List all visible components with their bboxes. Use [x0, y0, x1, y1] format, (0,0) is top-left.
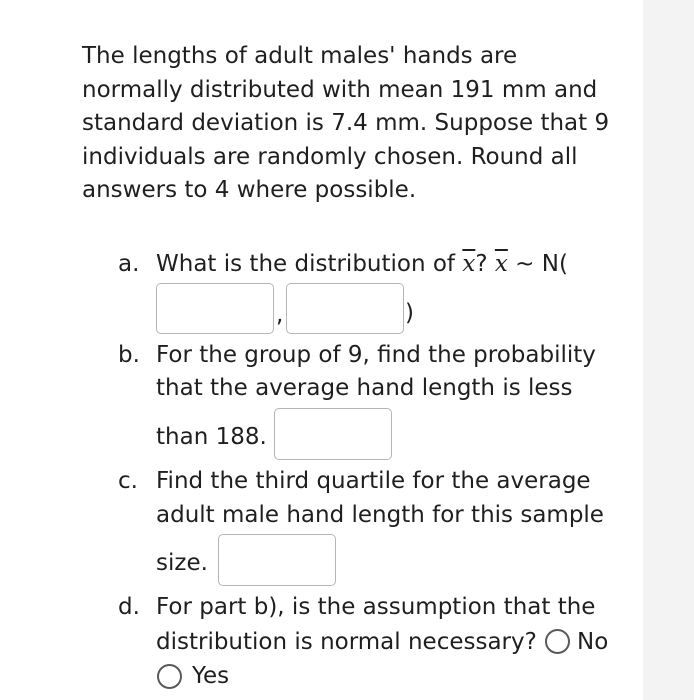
option-no-label[interactable]: No: [577, 629, 609, 655]
xbar-symbol: $\overline{x}$: [462, 251, 476, 277]
part-c-line: size.: [156, 550, 208, 576]
part-d-line: distribution is normal necessary?: [156, 629, 537, 655]
option-yes-label[interactable]: Yes: [192, 663, 230, 689]
intro-line: standard deviation is 7.4 mm. Suppose that 9: [82, 110, 610, 136]
part-c-line: Find the third quartile for the average: [156, 468, 591, 494]
right-panel-edge: [643, 0, 694, 700]
part-b-line: that the average hand length is less: [156, 375, 573, 401]
closing-paren: ): [405, 300, 414, 326]
radio-no[interactable]: [545, 629, 570, 654]
third-quartile-input[interactable]: [218, 534, 336, 586]
part-c-label: c.: [118, 468, 138, 494]
distribution-notation: ~ N(: [515, 251, 568, 277]
intro-line: individuals are randomly chosen. Round all: [82, 143, 578, 170]
intro-line: answers to 4 where possible.: [82, 177, 417, 203]
part-c-line: adult male hand length for this sample: [156, 502, 604, 528]
part-b-line: than 188.: [156, 424, 267, 450]
std-dev-input[interactable]: [286, 283, 404, 334]
mean-input[interactable]: [156, 283, 274, 334]
part-d-line: For part b), is the assumption that the: [156, 594, 596, 620]
comma-separator: ,: [276, 302, 284, 328]
xbar-symbol: $\overline{x}$: [494, 251, 508, 277]
intro-line: The lengths of adult males' hands are: [82, 43, 518, 69]
part-d-label: d.: [118, 594, 140, 620]
radio-yes[interactable]: [157, 664, 182, 689]
part-a-question: [156, 248, 568, 281]
part-a-label: a.: [118, 251, 140, 277]
probability-input[interactable]: [274, 408, 392, 460]
part-b-line: For the group of 9, find the probability: [156, 342, 596, 368]
question-mark: ?: [475, 251, 488, 277]
problem-statement: [82, 40, 622, 208]
part-a-text: What is the distribution of: [156, 251, 456, 277]
part-b-label: b.: [118, 342, 140, 368]
intro-line: normally distributed with mean 191 mm and: [82, 76, 598, 103]
